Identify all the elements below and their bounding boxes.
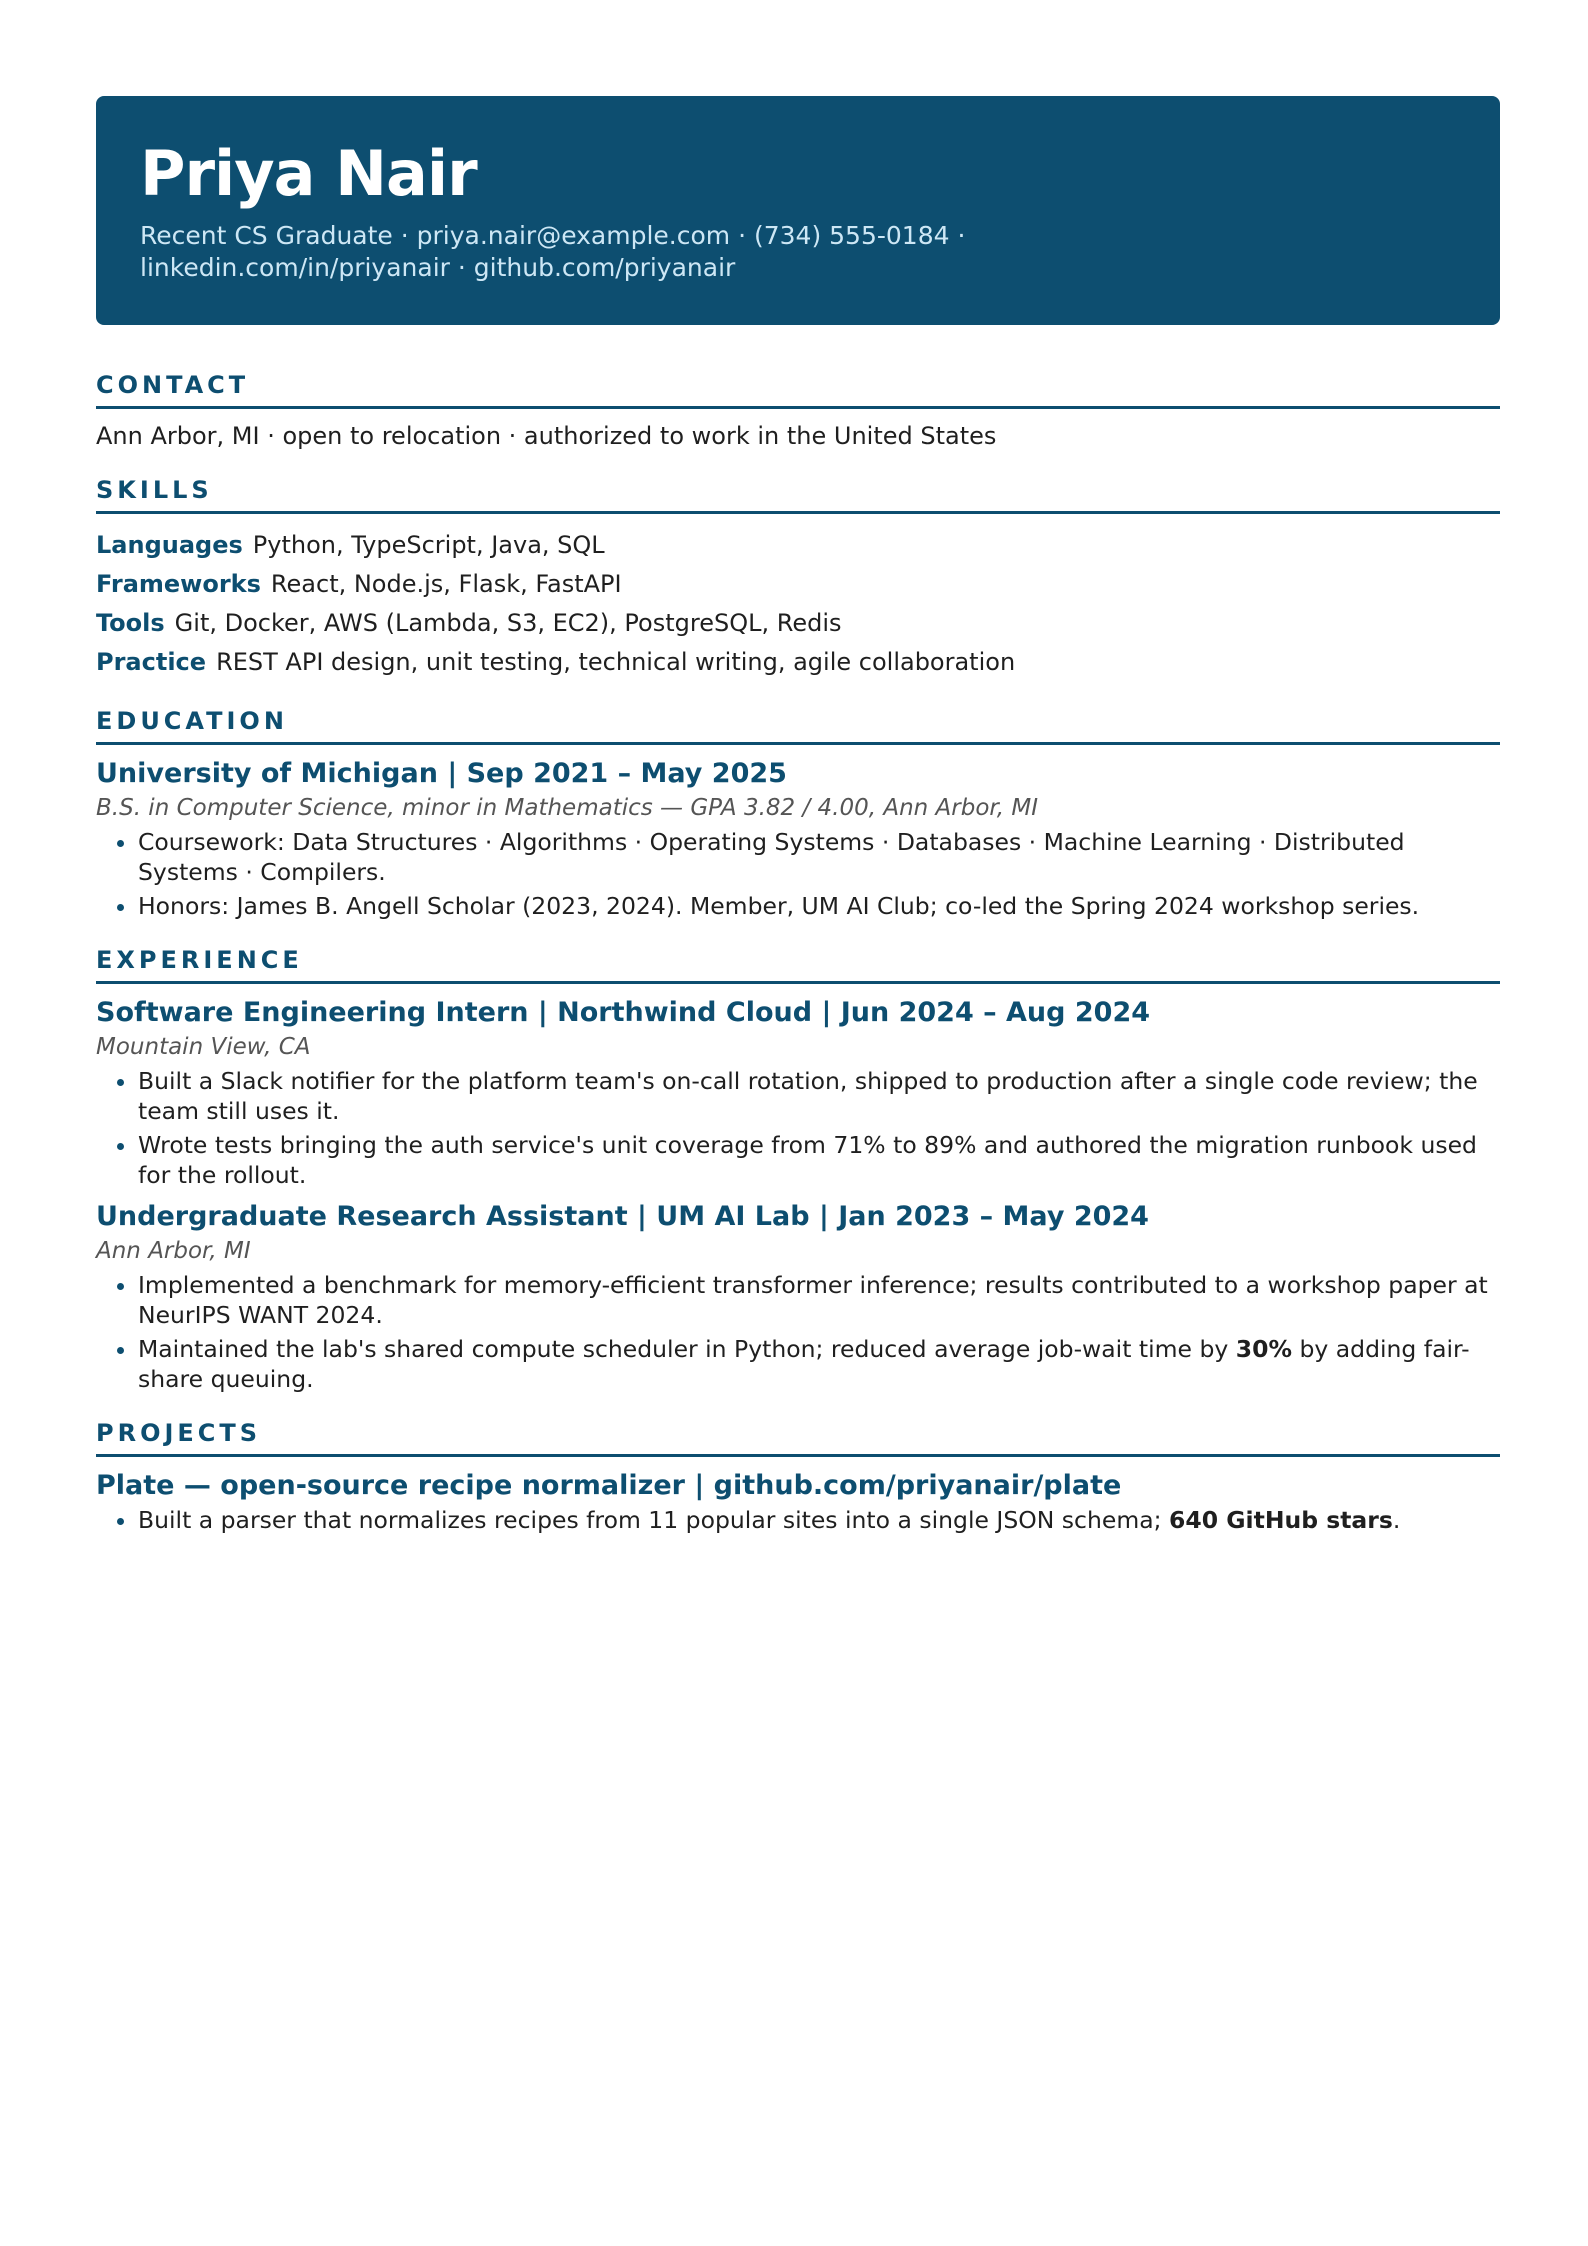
job-title: Software Engineering Intern | Northwind Cloud | Jun 2024 – Aug 2024 <box>96 997 1151 1028</box>
experience-section <box>96 945 1500 1394</box>
section-heading: CONTACT <box>96 370 1500 409</box>
skill-value: Git, Docker, AWS (Lambda, S3, EC2), PostgreSQL, Redis <box>174 609 842 637</box>
skill-row <box>96 565 1500 604</box>
section-heading: PROJECTS <box>96 1418 1500 1457</box>
list-item <box>138 1505 1500 1535</box>
education-degree: B.S. in Computer Science, minor in Mathematics — GPA 3.82 / 4.00, Ann Arbor, MI <box>96 795 1039 821</box>
bullet-text: Built a parser that normalizes recipes from 11 popular sites into a single JSON schema; <box>138 1506 1169 1534</box>
job-title: Undergraduate Research Assistant | UM AI Lab | Jan 2023 – May 2024 <box>96 1201 1149 1232</box>
skill-value: REST API design, unit testing, technical writing, agile collaboration <box>216 648 1016 676</box>
list-item: • Built a Slack notifier for the platform team's on-call rotation, shipped to production after a single code review; the team still uses it. <box>138 1066 1500 1126</box>
skill-row <box>96 526 1500 565</box>
list-item <box>138 1334 1500 1394</box>
resume-header <box>96 96 1500 325</box>
job-bullets <box>96 1066 1500 1190</box>
resume-body <box>96 370 1500 1559</box>
education-title: University of Michigan | Sep 2021 – May 2025 <box>96 758 787 789</box>
skill-value: React, Node.js, Flask, FastAPI <box>270 570 622 598</box>
job-bullets <box>96 1270 1500 1394</box>
contact-text: Ann Arbor, MI · open to relocation · authorized to work in the United States <box>96 422 997 450</box>
header-contact-line: Recent CS Graduate · priya.nair@example.com · (734) 555-0184 · linkedin.com/in/priyanair · github.com/priyanair <box>140 221 966 282</box>
bullet-text: Maintained the lab's shared compute scheduler in Python; reduced average job-wait time by <box>138 1335 1236 1363</box>
education-section <box>96 706 1500 921</box>
bullet-highlight: 30% <box>1235 1335 1292 1363</box>
job-location: Ann Arbor, MI <box>96 1238 251 1264</box>
projects-section <box>96 1418 1500 1535</box>
skill-key: Tools <box>96 609 165 637</box>
skills-section <box>96 475 1500 682</box>
section-heading: SKILLS <box>96 475 1500 514</box>
contact-section <box>96 370 1500 451</box>
skill-key: Practice <box>96 648 207 676</box>
project-bullets <box>96 1505 1500 1535</box>
skill-key: Frameworks <box>96 570 261 598</box>
bullet-text: . <box>1392 1506 1401 1534</box>
candidate-name: Priya Nair <box>140 137 477 210</box>
skill-row <box>96 604 1500 643</box>
list-item: • Wrote tests bringing the auth service's unit coverage from 71% to 89% and authored the migration runbook used for the rollout. <box>138 1130 1500 1190</box>
job-location: Mountain View, CA <box>96 1034 311 1060</box>
skill-value: Python, TypeScript, Java, SQL <box>252 531 605 559</box>
bullet-highlight: 640 GitHub stars <box>1169 1506 1393 1534</box>
skill-key: Languages <box>96 531 243 559</box>
list-item: • Honors: James B. Angell Scholar (2023, 2024). Member, UM AI Club; co-led the Spring 2024 workshop series. <box>138 891 1500 921</box>
list-item: • Implemented a benchmark for memory-efficient transformer inference; results contributed to a workshop paper at NeurIPS WANT 2024. <box>138 1270 1500 1330</box>
section-heading: EDUCATION <box>96 706 1500 745</box>
bullet-text: by adding fair-share queuing. <box>138 1335 1470 1393</box>
list-item: • Coursework: Data Structures · Algorithms · Operating Systems · Databases · Machine Learning · Distributed Systems · Compilers. <box>138 827 1500 887</box>
project-title: Plate — open-source recipe normalizer | github.com/priyanair/plate <box>96 1470 1122 1501</box>
skill-row <box>96 643 1500 682</box>
section-heading: EXPERIENCE <box>96 945 1500 984</box>
education-bullets <box>96 827 1500 921</box>
